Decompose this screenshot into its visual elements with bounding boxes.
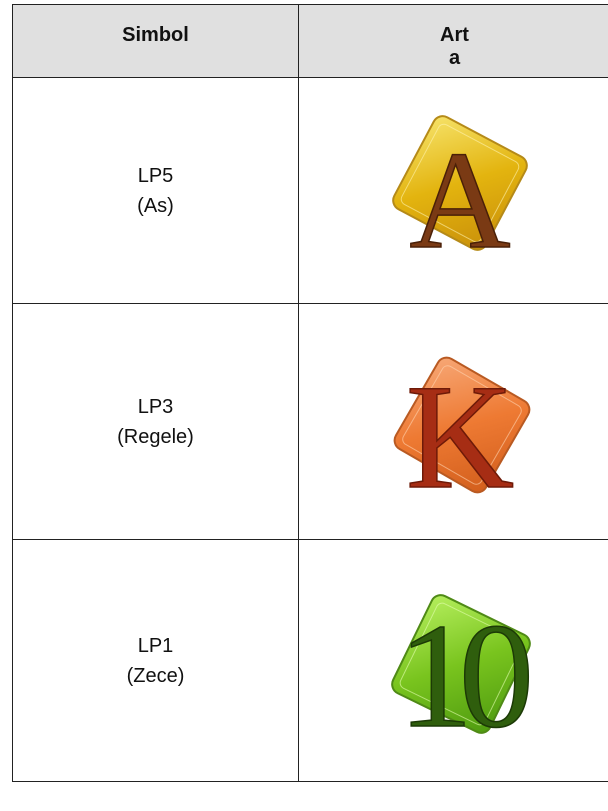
- symbol-code: LP5: [137, 164, 174, 187]
- symbol-table: [12, 4, 608, 782]
- header-art-line2: a: [448, 47, 461, 69]
- ten-symbol-icon: [355, 566, 555, 756]
- symbol-name: (Zece): [126, 664, 185, 687]
- art-cell: [299, 78, 608, 304]
- symbol-name: (As): [137, 194, 174, 217]
- ace-symbol-icon: [360, 101, 550, 281]
- symbol-code: LP1: [137, 634, 174, 657]
- art-cell: [299, 540, 608, 782]
- table-row: [13, 78, 608, 304]
- table-header-row: [13, 5, 608, 78]
- symbol-cell: [13, 78, 299, 304]
- symbol-code: LP3: [137, 395, 174, 418]
- king-symbol-icon: [360, 327, 550, 517]
- king-glyph: K: [405, 353, 514, 517]
- header-symbol-label: Simbol: [122, 24, 189, 46]
- symbol-cell: [13, 540, 299, 782]
- header-symbol: [13, 5, 299, 78]
- header-art-line1: Art: [440, 24, 469, 46]
- ace-glyph: A: [408, 122, 511, 278]
- table-row: [13, 304, 608, 540]
- table-row: [13, 540, 608, 782]
- symbol-cell: [13, 304, 299, 540]
- ten-glyph: 10: [397, 592, 520, 756]
- symbol-name: (Regele): [117, 425, 194, 448]
- art-cell: [299, 304, 608, 540]
- header-art: [299, 5, 608, 78]
